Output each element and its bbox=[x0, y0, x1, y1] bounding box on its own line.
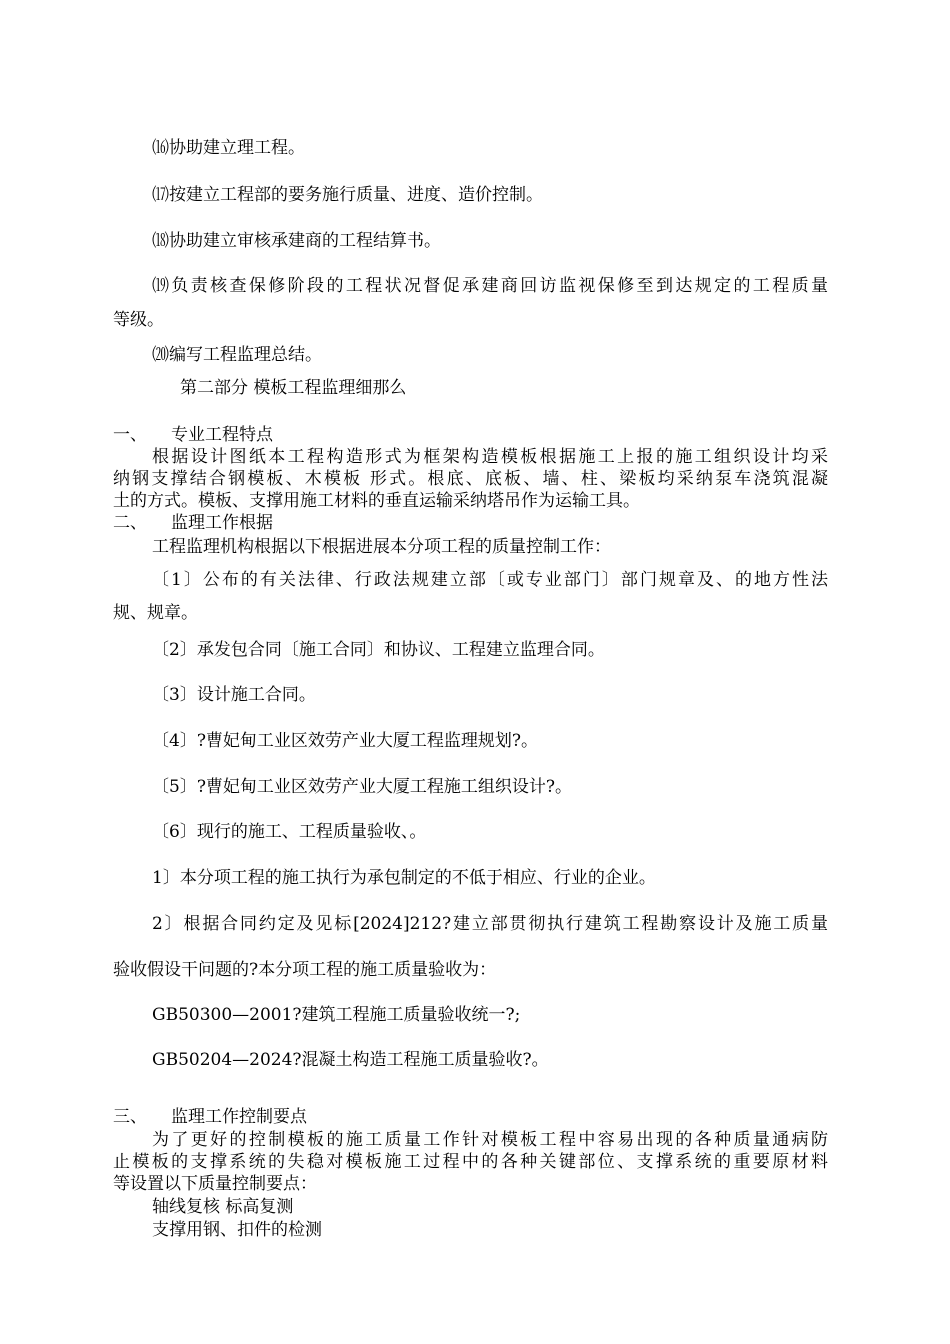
item-17: ⒄按建立工程部的要务施行质量、进度、造价控制。 bbox=[152, 185, 543, 205]
section-3-para-line: 等设置以下质量控制要点： bbox=[113, 1174, 317, 1194]
section-2-intro: 工程监理机构根据以下根据进展本分项工程的质量控制工作： bbox=[152, 537, 611, 557]
control-point-1: 轴线复核 标高复测 bbox=[152, 1197, 294, 1217]
section-1-para-line: 纳钢支撑结合钢模板、木模板 形式。根底、底板、墙、柱、梁板均采纳泵车浇筑混凝 bbox=[113, 469, 828, 489]
item-20: ⒇编写工程监理总结。 bbox=[152, 345, 322, 365]
section-3-number: 三、 bbox=[113, 1107, 147, 1127]
sub-item-2-line1: 2〕根据合同约定及见标[2024]212?建立部贯彻执行建筑工程勘察设计及施工质量 bbox=[152, 914, 828, 934]
item-18: ⒅协助建立审核承建商的工程结算书。 bbox=[152, 231, 441, 251]
standard-gb50204: GB50204—2024?混凝土构造工程施工质量验收?。 bbox=[152, 1050, 549, 1070]
control-point-2: 支撑用钢、扣件的检测 bbox=[152, 1220, 322, 1240]
section-2-title: 监理工作根据 bbox=[171, 513, 273, 533]
sub-item-2-line2: 验收假设干问题的?本分项工程的施工质量验收为： bbox=[113, 960, 497, 980]
section-2-number: 二、 bbox=[113, 513, 147, 533]
basis-6: 〔6〕现行的施工、工程质量验收、。 bbox=[152, 822, 427, 842]
section-1-title: 专业工程特点 bbox=[171, 425, 273, 445]
section-1-heading bbox=[113, 424, 273, 446]
basis-2: 〔2〕承发包合同〔施工合同〕和协议、工程建立监理合同。 bbox=[152, 640, 605, 660]
basis-4: 〔4〕?曹妃甸工业区效劳产业大厦工程监理规划?。 bbox=[152, 731, 539, 751]
basis-1-line2: 规、规章。 bbox=[113, 603, 198, 623]
item-16: ⒃协助建立理工程。 bbox=[152, 138, 305, 158]
basis-3: 〔3〕设计施工合同。 bbox=[152, 685, 316, 705]
basis-5: 〔5〕?曹妃甸工业区效劳产业大厦工程施工组织设计?。 bbox=[152, 777, 573, 797]
section-3-para-line: 止模板的支撑系统的失稳对模板施工过程中的各种关键部位、支撑系统的重要原材料 bbox=[113, 1152, 828, 1172]
section-3-title: 监理工作控制要点 bbox=[171, 1107, 307, 1127]
standard-gb50300: GB50300—2001?建筑工程施工质量验收统一?; bbox=[152, 1005, 521, 1025]
basis-1-line1: 〔1〕公布的有关法律、行政法规建立部〔或专业部门〕部门规章及、的地方性法 bbox=[152, 570, 828, 590]
sub-item-1: 1〕本分项工程的施工执行为承包制定的不低于相应、行业的企业。 bbox=[152, 868, 656, 888]
item-19-line1: ⒆负责核查保修阶段的工程状况督促承建商回访监视保修至到达规定的工程质量 bbox=[152, 276, 828, 296]
section-2-heading bbox=[113, 512, 273, 534]
item-19-line2: 等级。 bbox=[113, 310, 164, 330]
section-1-number: 一、 bbox=[113, 425, 147, 445]
section-3-heading bbox=[113, 1106, 307, 1128]
section-3-para-line: 为了更好的控制模板的施工质量工作针对模板工程中容易出现的各种质量通病防 bbox=[152, 1130, 828, 1150]
section-1-para-line: 根据设计图纸本工程构造形式为框架构造模板根据施工上报的施工组织设计均采 bbox=[152, 447, 828, 467]
part-title: 第二部分 模板工程监理细那么 bbox=[180, 378, 407, 398]
section-1-para-line: 土的方式。模板、支撑用施工材料的垂直运输采纳塔吊作为运输工具。 bbox=[113, 491, 640, 511]
